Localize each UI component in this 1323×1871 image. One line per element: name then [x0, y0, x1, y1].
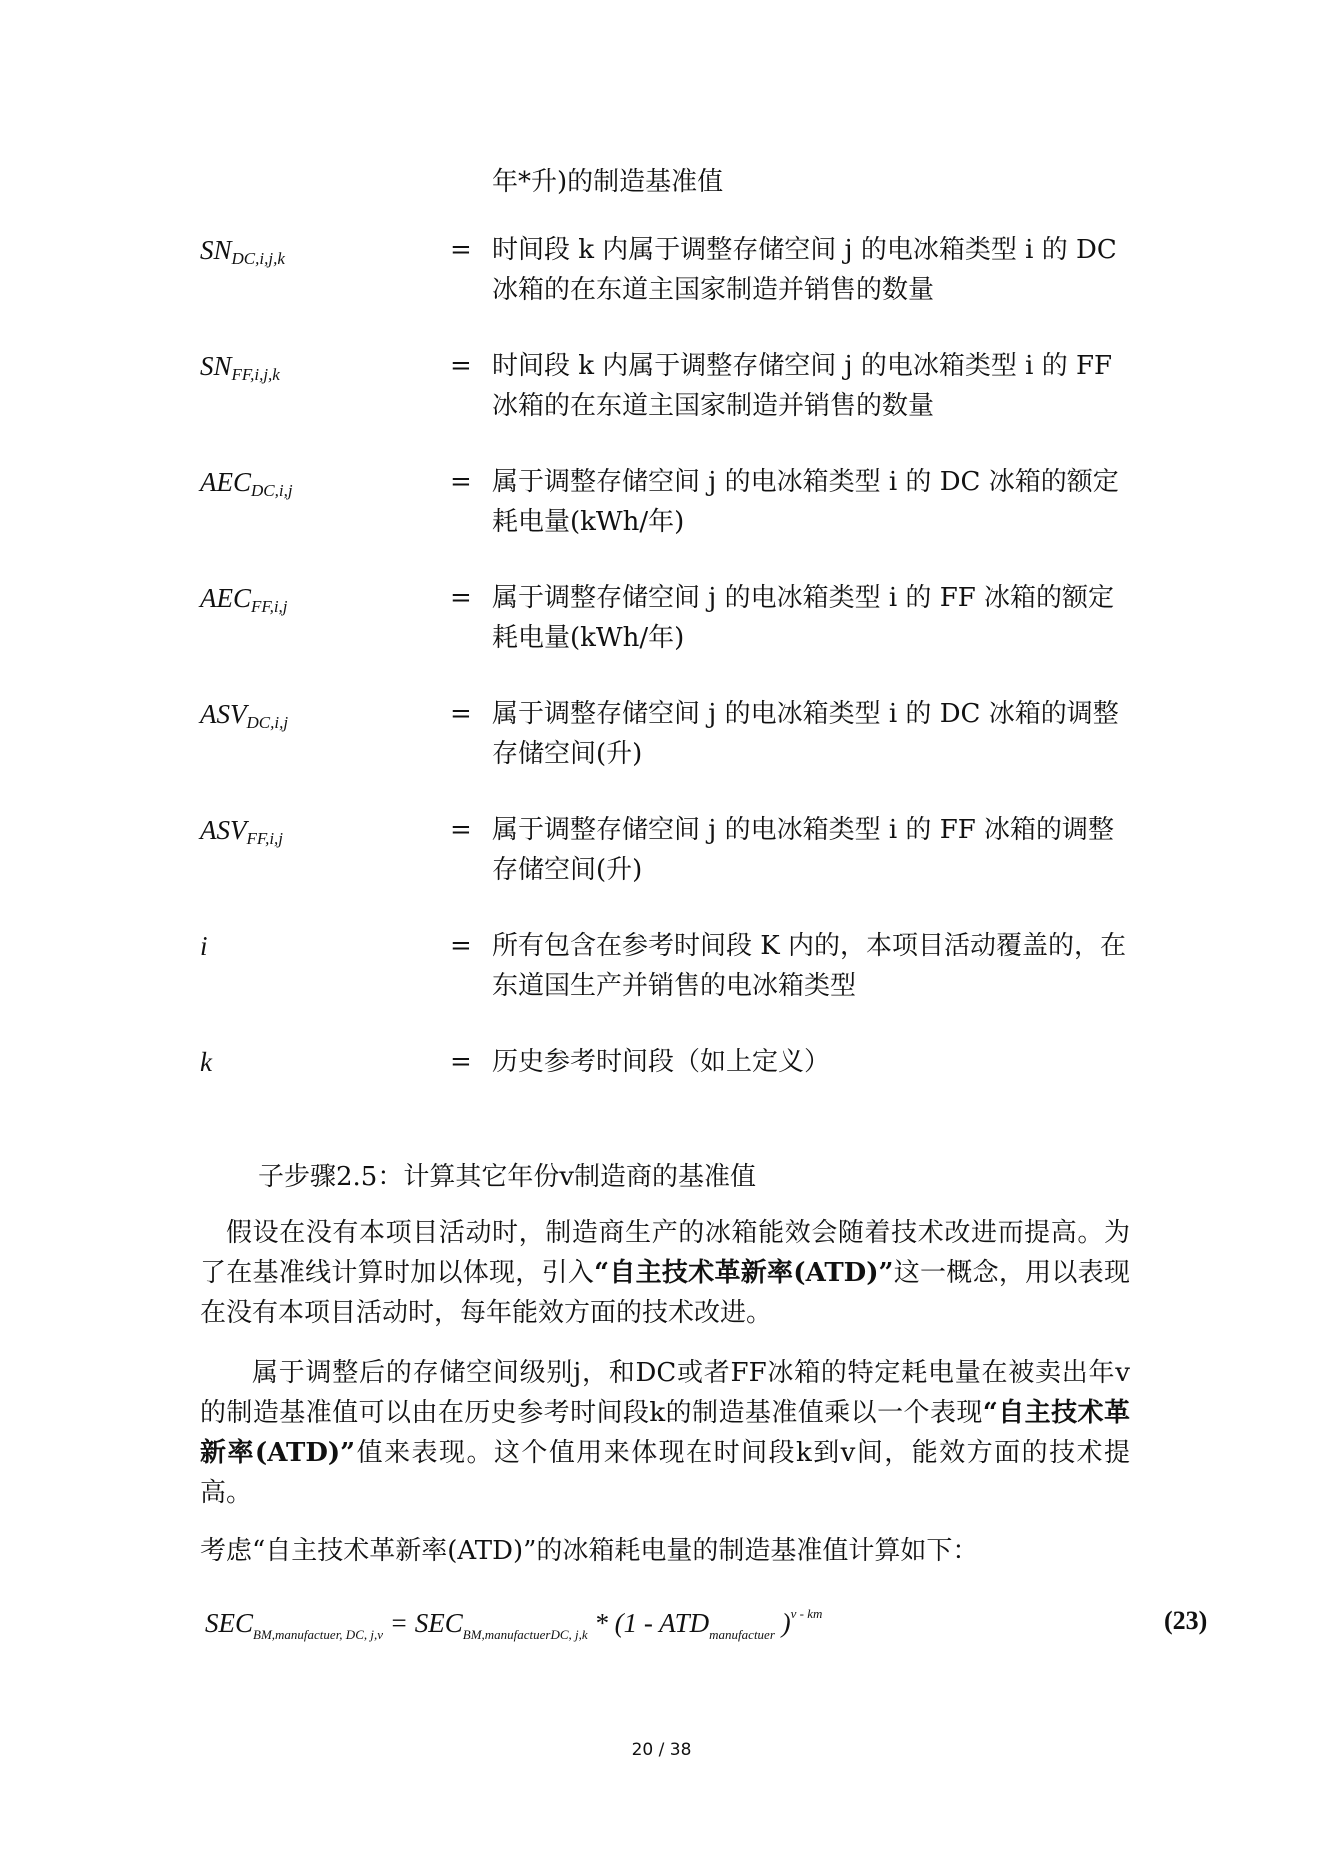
definition-symbol: $ASV_{DC,i,j}$ [200, 699, 289, 732]
paragraph-formula-intro: 考虑“自主技术革新率(ATD)”的冰箱耗电量的制造基准值计算如下： [200, 1536, 979, 1566]
paragraph-atd-intro: 假设在没有本项目活动时，制造商生产的冰箱能效会随着技术改进而提高。为了在基准线计算时加以体现，引入“自主技术革新率(ATD)”这一概念，用以表现在没有本项目活动时，每年能效方面的技术改进。 [200, 1218, 1130, 1328]
equation-23: $SEC_{BM,manufactuer, DC, j,v} = SEC_{BM,manufactuerDC, j,k} * (1 - ATD_{manufactuer}$ )$^{v - km}$ [205, 1606, 823, 1642]
equation-number: (23) [1164, 1606, 1208, 1635]
definition-description: 时间段 k 内属于调整存储空间 j 的电冰箱类型 i 的 FF 冰箱的在东道主国家制造并销售的数量 [492, 351, 1113, 421]
definition-symbol: $AEC_{DC,i,j}$ [200, 467, 293, 500]
page-number: 20 / 38 [631, 1740, 692, 1760]
equals-sign: = [450, 1047, 472, 1077]
continued-text: 年*升)的制造基准值 [492, 167, 724, 197]
definition-symbol: $AEC_{FF,i,j}$ [200, 583, 288, 616]
equals-sign: = [450, 699, 472, 729]
definition-symbol: $SN_{DC,i,j,k}$ [200, 235, 285, 268]
definition-description: 时间段 k 内属于调整存储空间 j 的电冰箱类型 i 的 DC 冰箱的在东道主国家制造并销售的数量 [492, 235, 1117, 305]
substep-heading: 子步骤2.5：计算其它年份v制造商的基准值 [258, 1162, 757, 1192]
definition-description: 属于调整存储空间 j 的电冰箱类型 i 的 DC 冰箱的额定耗电量(kWh/年) [492, 467, 1119, 537]
definition-symbol: $SN_{FF,i,j,k}$ [200, 351, 280, 384]
equals-sign: = [450, 815, 472, 845]
equals-sign: = [450, 583, 472, 613]
definition-description: 属于调整存储空间 j 的电冰箱类型 i 的 FF 冰箱的额定耗电量(kWh/年) [492, 583, 1115, 653]
equals-sign: = [450, 931, 472, 961]
equals-sign: = [450, 467, 472, 497]
equals-sign: = [450, 235, 472, 265]
definition-symbol: $ASV_{FF,i,j}$ [200, 815, 284, 848]
definition-symbol: k [200, 1047, 212, 1077]
definition-description: 属于调整存储空间 j 的电冰箱类型 i 的 FF 冰箱的调整存储空间(升) [492, 815, 1115, 885]
definition-description: 属于调整存储空间 j 的电冰箱类型 i 的 DC 冰箱的调整存储空间(升) [492, 699, 1119, 769]
definition-description: 所有包含在参考时间段 K 内的，本项目活动覆盖的，在东道国生产并销售的电冰箱类型 [492, 931, 1126, 1001]
definition-symbol: i [200, 931, 208, 961]
definition-description: 历史参考时间段（如上定义） [492, 1047, 831, 1077]
equals-sign: = [450, 351, 472, 381]
paragraph-atd-explanation: 属于调整后的存储空间级别j，和DC或者FF冰箱的特定耗电量在被卖出年v的制造基准值可以由在历史参考时间段k的制造基准值乘以一个表现“自主技术革新率(ATD)”值来表现。这个值用来体现在时间段k到v间，能效方面的技术提高。 [200, 1358, 1130, 1508]
